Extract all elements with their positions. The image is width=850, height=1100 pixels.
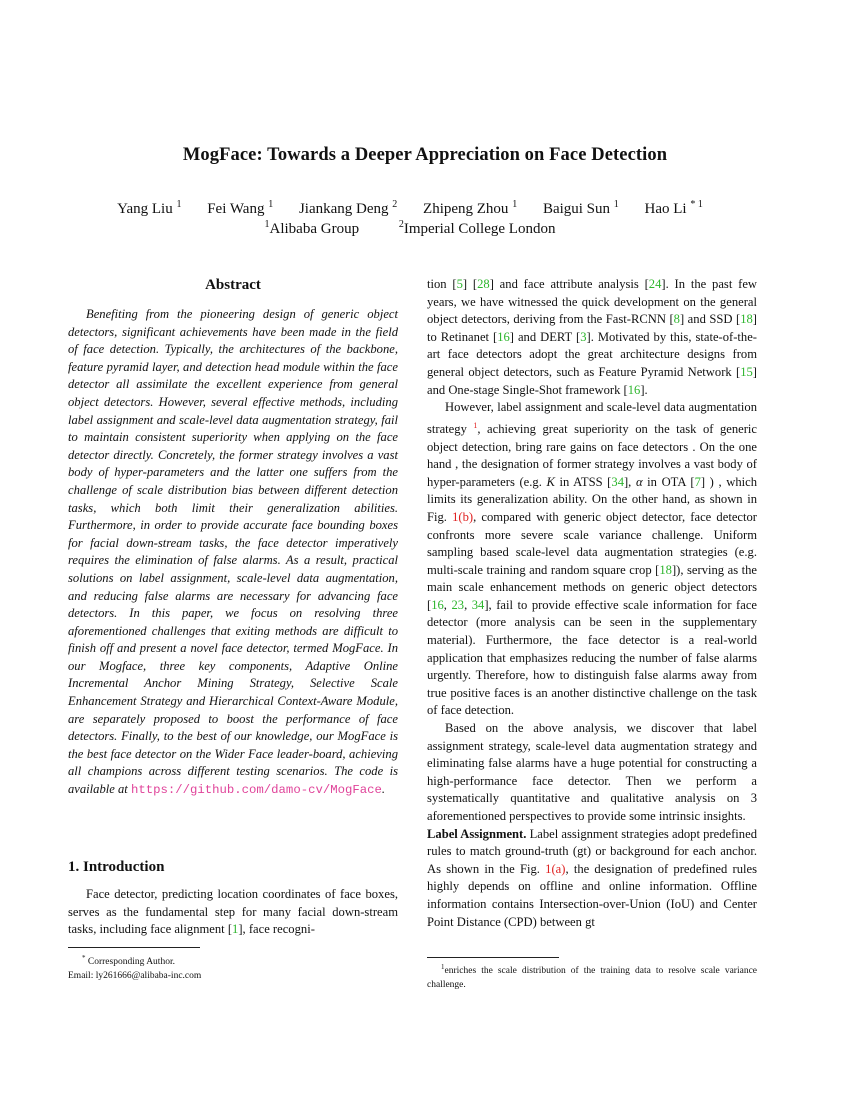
text-run: , the designation of predefined rules highly depends on offline and online information. Offline information contains Intersection-over-Union (IoU) and Center Point Distance (CPD) between gt [427,861,757,929]
math-symbol: α [635,474,643,489]
text-run: ]. [640,382,648,397]
author-name: Hao Li [644,201,687,217]
text-run: , compared with generic object detector, face detector confronts more severe scale variance challenge. Uniform sampling based scale-level data augmentation strategies (e.g. multi-scale training and random square crop [ [427,509,757,577]
text-run: , achieving great superiority on the task of generic object detection, bring rare gains on face detectors . On the one hand , the designation of former strategy involves a vast body of hyper-parameters (e.g. [427,421,758,489]
author-affil-mark: 2 [392,199,398,210]
citation-link[interactable]: 16 [627,382,641,397]
author-list [0,199,820,218]
text-run: ] and face attribute analysis [ [489,277,649,291]
affiliation-mark: 2 [398,219,404,230]
body-paragraph [427,399,757,720]
text-run: ], [623,474,636,489]
author-name: Baigui Sun [542,201,611,217]
text-run: ], fail to provide effective scale information for face detector (more analysis can be seen in the supplementary material). Furthermore, the face detector is a real-world application that emphasizes reducing the number of false alarms urgently. Therefore, how to distinguish false alarms away from true positive faces is an another distinctive challenge on the task of face detection. [427,597,757,718]
citation-link[interactable]: 28 [477,277,490,291]
intro-paragraph [68,886,398,939]
footnote-rule-left [68,947,200,948]
text-run: ] and SSD [ [679,312,741,327]
author-name: Jiankang Deng [298,201,389,217]
citation-link[interactable]: 15 [740,364,753,379]
paragraph-heading: Label Assignment. [427,826,527,841]
footnote-mark: * [82,954,86,962]
author-affil-mark: 1 [176,199,182,210]
author-name: Fei Wang [207,201,265,217]
footnote-mark: 1 [441,963,445,971]
citation-link[interactable]: 34 [611,474,624,489]
footnote-left [68,951,398,983]
affiliation-mark: 1 [264,219,270,230]
footnote-text: Corresponding Author. [87,957,175,968]
text-run: in ATSS [ [554,474,612,489]
text-run: ], face recogni- [238,922,315,937]
text-run: Face detector, predicting location coordinates of face boxes, serves as the fundamental step for many facial down-stream tasks, including face alignment [ [68,887,398,937]
body-paragraph: Based on the above analysis, we discover that label assignment strategy, scale-level data augmentation strategy and eliminating false alarms have a huge potential for constructing a high-performance face detector. Then we perform a systematically quantitative and qualitative analysis on 3 aforementioned perspectives to provide some intrinsic insights. [427,721,757,823]
footnote-rule-right [427,957,559,958]
affiliation [265,221,360,237]
body-paragraph [427,826,757,932]
abstract-text: Benefiting from the pioneering design of generic object detectors, significant achievements have been made in the field of face detection. Typically, the architectures of the backbone, feature pyramid layer, and detection head module within the face detector all assimilate the excellent experience from general object detectors. However, several effective methods, including label assignment and scale-level data augmentation strategy, fail to maintain consistent superiority when applying on the face detector directly. Concretely, the former strategy involves a vast body of hyper-parameters and the latter one suffers from the challenge of scale distribution bias between different detection tasks, which both limit their generalization abilities. Furthermore, in order to provide accurate face bounding boxes for facial down-stream tasks, the face detector imperatively requires the elimination of false alarms. As a result, practical solutions on label assignment, scale-level data augmentation, and reducing false alarms are necessary for advancing face detectors. In this paper, we focus on resolving three aforementioned challenges that exiting methods are difficult to finish off and present a novel face detector, termed MogFace. In our Mogface, three key components, Adaptive Online Incremental Anchor Mining Strategy, Selective Scale Enhancement Strategy and Hierarchical Context-Aware Module, are separately proposed to boost the performance of face detectors. Finally, to the best of our knowledge, our MogFace is the best face detector on the Wider Face leader-board, achieving all champions across different testing scenarios. The code is available at [68,307,398,797]
footnote-text: enriches the scale distribution of the training data to resolve scale variance challenge. [427,966,757,991]
code-link[interactable]: https://github.com/damo-cv/MogFace [130,783,382,798]
text-run: ] and DERT [ [509,329,581,344]
author-affil-mark: 1 [613,199,619,210]
citation-link[interactable]: 18 [659,562,672,577]
footnote-link[interactable]: 1 [473,420,478,430]
author [207,201,273,217]
introduction-section [68,858,398,939]
citation-link[interactable]: 34 [471,597,485,612]
figure-link[interactable]: 1(b) [452,509,474,524]
author-affil-mark: * 1 [690,199,703,210]
author-affil-mark: 1 [268,199,274,210]
author-name: Yang Liu [117,201,173,217]
citation-link[interactable]: 8 [673,312,680,327]
author [117,201,181,217]
text-run: , [443,597,452,612]
footnote-body [427,963,757,991]
citation-link[interactable]: 16 [431,597,444,612]
footnote-corresponding [68,951,398,969]
text-run: Label assignment strategies adopt predefined rules to match ground-truth (gt) or background for each anchor. As shown in the Fig. [427,826,757,876]
citation-link[interactable]: 7 [694,474,701,489]
text-run: ] [ [462,277,478,291]
left-column [68,276,398,976]
right-column [427,276,757,931]
text-run: However, label assignment and scale-level data augmentation strategy [427,400,757,436]
introduction-heading: 1. Introduction [68,859,165,875]
author-affil-mark: 1 [512,199,518,210]
citation-link[interactable]: 23 [451,597,465,612]
affiliation-list [0,219,820,238]
text-run: ]), serving as the main scale enhancement methods on generic object detectors [ [427,562,758,612]
affiliation [399,221,556,237]
text-run: tion [ [427,277,457,291]
text-run: ] ) , which limits its generalization ability. On the other hand, as shown in Fig. [427,474,757,524]
text-run: ] and One-stage Single-Shot framework [ [427,364,757,397]
abstract-heading: Abstract [205,277,261,293]
author-name: Zhipeng Zhou [423,201,509,217]
citation-link[interactable]: 24 [648,277,662,291]
citation-link[interactable]: 5 [456,277,463,291]
figure-link[interactable]: 1(a) [545,861,566,876]
abstract-body [68,306,398,800]
citation-link[interactable]: 18 [740,312,753,327]
affiliation-name: Imperial College London [403,221,556,237]
text-run: ]. Motivated by this, state-of-the-art face detectors adopt the great architecture designs from general object detectors, such as Feature Pyramid Network [ [427,329,757,379]
footnote-email: Email: ly261666@alibaba-inc.com [68,971,202,982]
citation-link[interactable]: 3 [580,329,587,344]
math-symbol: K [546,474,555,489]
text-run: ]. In the past few years, we have witnessed the quick development on the general object detectors, deriving from the Fast-RCNN [ [427,277,757,327]
citation-link[interactable]: 16 [497,329,510,344]
affiliation-name: Alibaba Group [269,221,360,237]
text-run: ] to Retinanet [ [427,312,757,344]
text-run: in OTA [ [642,474,695,489]
citation-link[interactable]: 1 [232,922,239,937]
abstract-end: . [381,782,386,797]
author [423,201,517,217]
paper-title: MogFace: Towards a Deeper Appreciation on Face Detection [182,145,668,165]
author [543,201,619,217]
body-paragraph [427,276,757,399]
author [645,201,703,217]
footnote-right [427,960,757,992]
text-run: , [464,597,472,612]
author [299,201,397,217]
